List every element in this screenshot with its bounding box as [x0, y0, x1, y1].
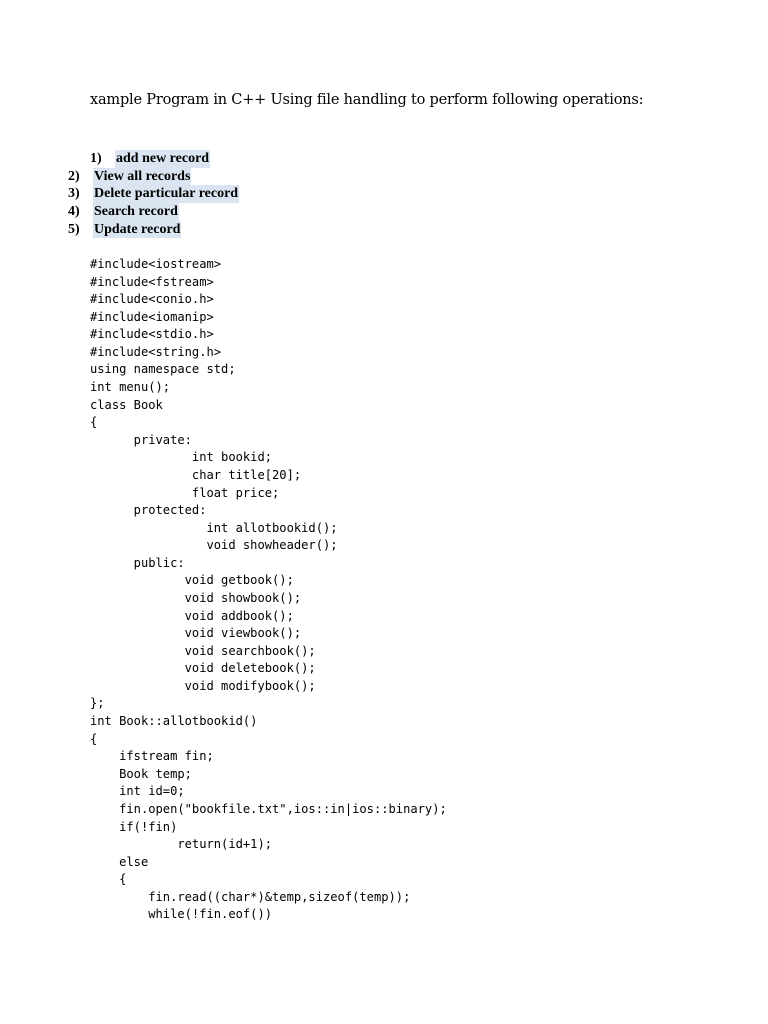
code-line: void modifybook(); [90, 678, 316, 693]
operations-list [0, 150, 768, 238]
code-line: fin.read((char*)&temp,sizeof(temp)); [90, 889, 411, 904]
code-listing [90, 256, 447, 924]
code-line: while(!fin.eof()) [90, 907, 273, 922]
code-line: using namespace std; [90, 362, 236, 377]
code-line: { [90, 415, 98, 430]
list-item-label: add new record [116, 151, 210, 166]
code-line: #include<stdio.h> [90, 327, 214, 342]
code-line: #include<iostream> [90, 257, 222, 271]
code-line: int id=0; [90, 784, 185, 799]
list-item [0, 221, 768, 239]
code-line: void showbook(); [90, 590, 302, 605]
code-line: else [90, 854, 149, 869]
code-line: #include<conio.h> [90, 292, 214, 307]
list-item-number: 1) [90, 151, 102, 166]
code-line: #include<string.h> [90, 344, 222, 359]
code-line: { [90, 731, 98, 746]
list-item [0, 150, 768, 168]
code-line: ifstream fin; [90, 749, 214, 764]
code-line: void deletebook(); [90, 661, 316, 676]
list-item-label: View all records [94, 168, 191, 184]
code-line: void addbook(); [90, 608, 294, 623]
code-line: #include<iomanip> [90, 309, 214, 324]
list-item-number: 3) [68, 186, 80, 202]
list-item-label: Update record [94, 221, 181, 237]
list-item-label: Search record [94, 204, 178, 220]
code-line: int menu(); [90, 380, 171, 395]
list-item [0, 185, 768, 203]
code-line: float price; [90, 485, 280, 500]
code-line: fin.open("bookfile.txt",ios::in|ios::binary); [90, 801, 447, 816]
code-line: if(!fin) [90, 819, 178, 834]
code-line: }; [90, 696, 105, 711]
code-line: void getbook(); [90, 573, 294, 588]
code-line: #include<fstream> [90, 274, 214, 289]
code-line: void viewbook(); [90, 626, 302, 641]
code-line: public: [90, 555, 185, 570]
list-item [0, 203, 768, 221]
code-line: void showheader(); [90, 538, 338, 553]
code-line: return(id+1); [90, 837, 273, 852]
list-item [0, 168, 768, 186]
code-line: void searchbook(); [90, 643, 316, 658]
code-line: int bookid; [90, 450, 273, 465]
list-item-number: 4) [68, 204, 80, 220]
list-item-label: Delete particular record [94, 186, 239, 202]
code-line: protected: [90, 503, 207, 518]
code-line: Book temp; [90, 766, 192, 781]
page-title: xample Program in C++ Using file handling to perform following operations: [90, 92, 644, 108]
code-line: class Book [90, 397, 163, 412]
code-line: int allotbookid(); [90, 520, 338, 535]
list-item-number: 2) [68, 168, 80, 184]
code-line: int Book::allotbookid() [90, 714, 258, 729]
code-line: { [90, 872, 127, 887]
code-line: char title[20]; [90, 467, 302, 482]
code-line: private: [90, 432, 192, 447]
list-item-number: 5) [68, 221, 80, 237]
